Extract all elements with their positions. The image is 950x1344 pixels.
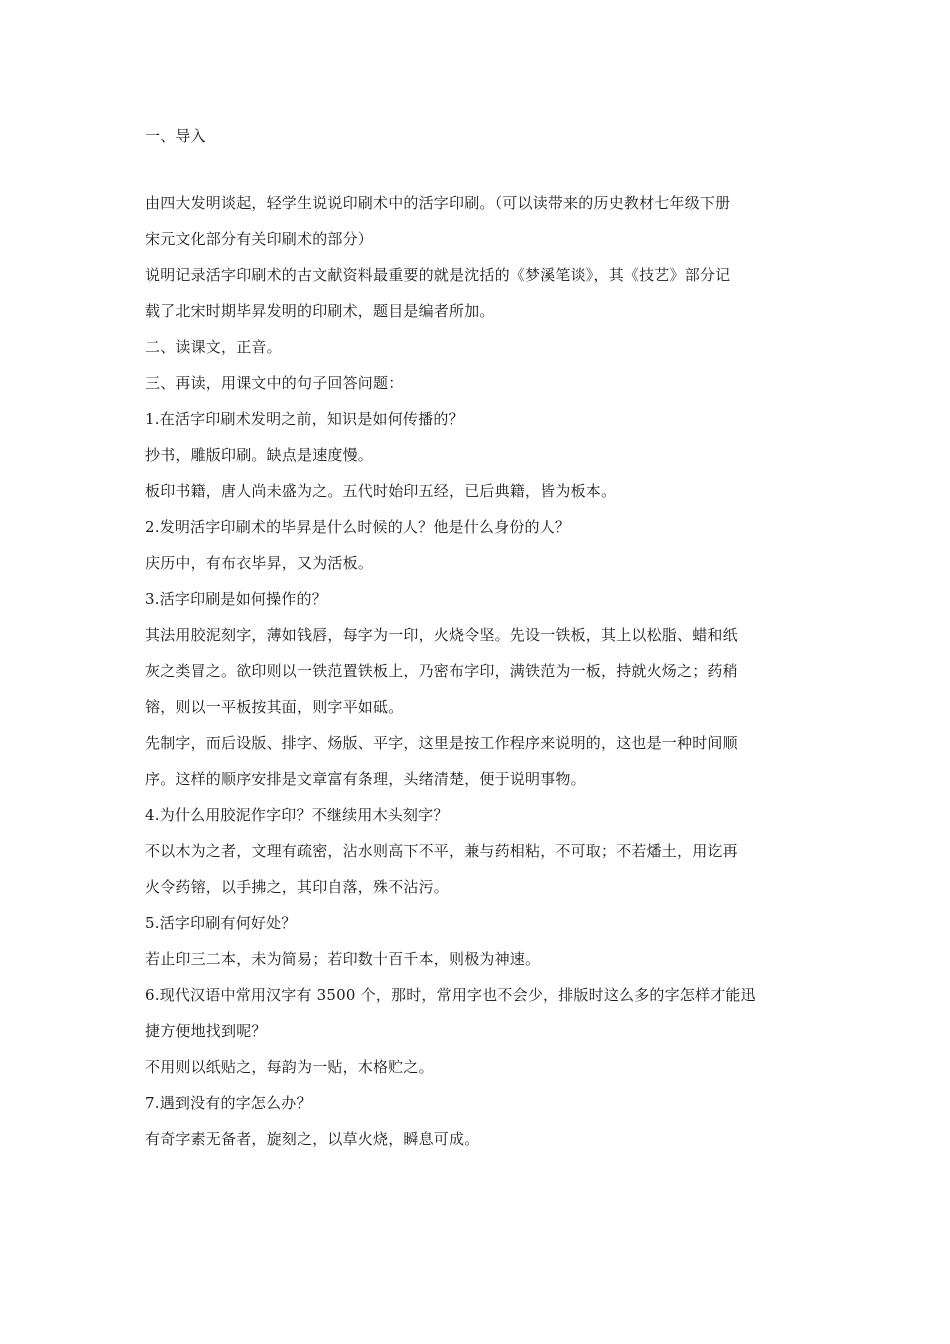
- section-heading-intro: 一、导入: [145, 127, 206, 145]
- answer-line: 有奇字素无备者，旋刻之，以草火烧，瞬息可成。: [145, 1130, 480, 1148]
- answer-line: 灰之类冒之。欲印则以一铁范置铁板上，乃密布字印，满铁范为一板，持就火炀之；药稍: [145, 662, 738, 680]
- answer-line: 板印书籍，唐人尚未盛为之。五代时始印五经，已后典籍，皆为板本。: [145, 482, 617, 500]
- answer-line: 其法用胶泥刻字，薄如钱唇，每字为一印，火烧令坚。先设一铁板，其上以松脂、蜡和纸: [145, 626, 738, 644]
- section-heading-reread: 三、再读，用课文中的句子回答问题：: [145, 374, 404, 392]
- question-6: 6.现代汉语中常用汉字有 3500 个，那时，常用字也不会少，排版时这么多的字怎样才能迅: [145, 986, 756, 1004]
- question-2: 2.发明活字印刷术的毕昇是什么时候的人？他是什么身份的人？: [145, 518, 571, 536]
- section-heading-read: 二、读课文，正音。: [145, 338, 282, 356]
- answer-line: 庆历中，有布衣毕昇，又为活板。: [145, 554, 374, 572]
- answer-line: 镕，则以一平板按其面，则字平如砥。: [145, 698, 404, 716]
- answer-line: 抄书，雕版印刷。缺点是速度慢。: [145, 446, 374, 464]
- answer-line: 先制字，而后设版、排字、炀版、平字，这里是按工作程序来说明的，这也是一种时间顺: [145, 734, 738, 752]
- paragraph-line: 宋元文化部分有关印刷术的部分）: [145, 230, 374, 248]
- answer-line: 不以木为之者，文理有疏密，沾水则高下不平，兼与药相粘，不可取；不若燔土，用讫再: [145, 842, 738, 860]
- question-4: 4.为什么用胶泥作字印？不继续用木头刻字？: [145, 806, 449, 824]
- answer-line: 若止印三二本，未为简易；若印数十百千本，则极为神速。: [145, 950, 541, 968]
- document-body: [145, 118, 809, 1157]
- question-3: 3.活字印刷是如何操作的？: [145, 590, 327, 608]
- answer-line: 不用则以纸贴之，每韵为一贴，木格贮之。: [145, 1058, 434, 1076]
- question-6-continued: 捷方便地找到呢？: [145, 1022, 267, 1040]
- question-5: 5.活字印刷有何好处？: [145, 914, 297, 932]
- paragraph-line: 载了北宋时期毕昇发明的印刷术，题目是编者所加。: [145, 302, 495, 320]
- paragraph-line: 说明记录活字印刷术的古文献资料最重要的就是沈括的《梦溪笔谈》，其《技艺》部分记: [145, 266, 731, 284]
- answer-line: 序。这样的顺序安排是文章富有条理，头绪清楚，便于说明事物。: [145, 770, 586, 788]
- paragraph-line: 由四大发明谈起，轻学生说说印刷术中的活字印刷。（可以读带来的历史教材七年级下册: [145, 194, 731, 212]
- question-1: 1.在活字印刷术发明之前，知识是如何传播的？: [145, 410, 464, 428]
- answer-line: 火令药镕，以手拂之，其印自落，殊不沾污。: [145, 878, 450, 896]
- question-7: 7.遇到没有的字怎么办？: [145, 1094, 312, 1112]
